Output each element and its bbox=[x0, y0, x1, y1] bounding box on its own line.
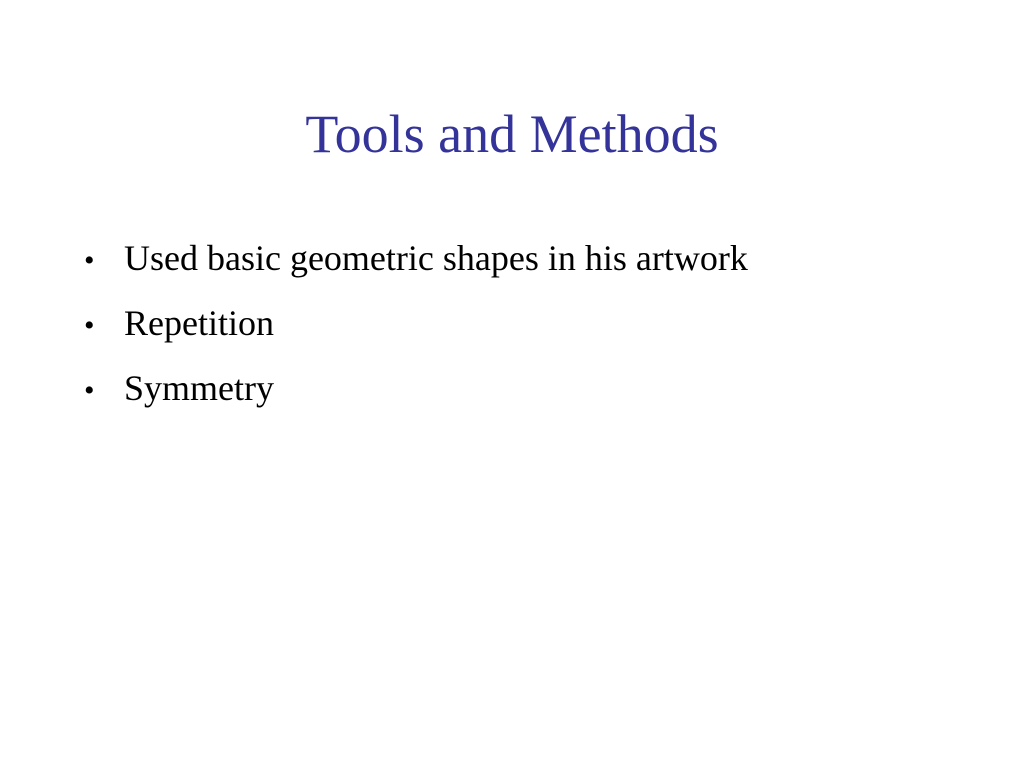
bullet-text: Repetition bbox=[124, 303, 274, 343]
bullet-icon: • bbox=[84, 244, 95, 277]
bullet-item bbox=[84, 356, 984, 421]
bullet-text: Symmetry bbox=[124, 368, 274, 408]
bullet-list bbox=[84, 226, 984, 421]
slide-title: Tools and Methods bbox=[305, 104, 719, 164]
bullet-text: Used basic geometric shapes in his artwork bbox=[124, 238, 748, 278]
bullet-item bbox=[84, 291, 984, 356]
bullet-item bbox=[84, 226, 984, 291]
bullet-icon: • bbox=[84, 374, 95, 407]
bullet-icon: • bbox=[84, 309, 95, 342]
